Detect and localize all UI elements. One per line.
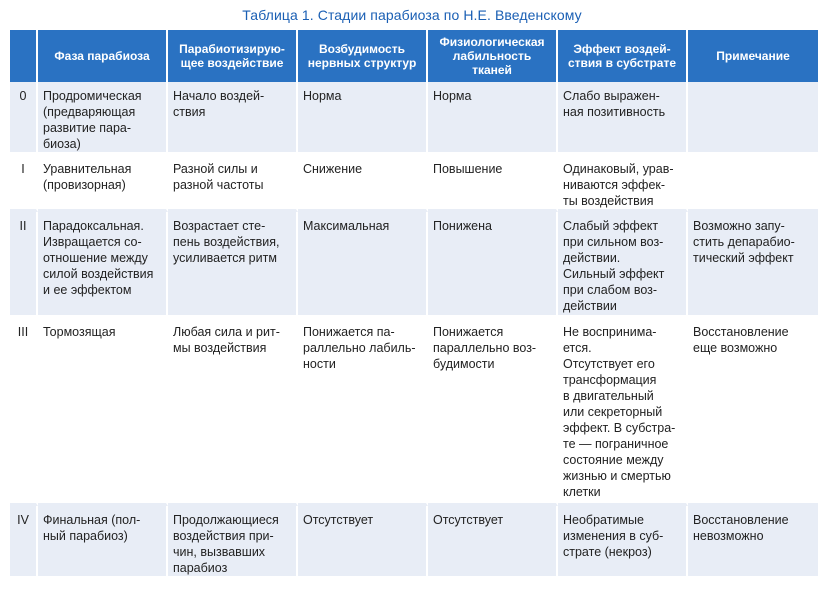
header-num xyxy=(10,30,38,82)
cell-line: Продромическая xyxy=(43,89,142,103)
cell-line: параллельно воз- xyxy=(433,341,537,355)
cell-line: Финальная (пол- xyxy=(43,513,141,527)
cell-line: разной частоты xyxy=(173,178,264,192)
header-line: нервных структур xyxy=(307,56,417,70)
cell-lability xyxy=(428,318,558,506)
cell-impact xyxy=(168,506,298,579)
table-body xyxy=(10,82,818,579)
cell-note xyxy=(688,82,818,155)
cell-line: Парадоксальная. xyxy=(43,219,144,233)
cell-line: Максимальная xyxy=(303,219,390,233)
cell-effect xyxy=(558,212,688,318)
header-impact xyxy=(168,30,298,82)
cell-line: ный парабиоз) xyxy=(43,529,128,543)
cell-effect xyxy=(558,155,688,212)
cell-line: будимости xyxy=(433,357,495,371)
header-line: Физиологическая xyxy=(439,35,545,49)
cell-line: Слабо выражен- xyxy=(563,89,660,103)
cell-line: Начало воздей- xyxy=(173,89,265,103)
cell-lability xyxy=(428,155,558,212)
cell-line: Восстановление xyxy=(693,325,789,339)
cell-line: раллельно лабиль- xyxy=(303,341,416,355)
cell-line: Понижена xyxy=(433,219,492,233)
table-row xyxy=(10,212,818,318)
cell-line: биоза) xyxy=(43,137,81,151)
cell-line: трансформация xyxy=(563,373,657,387)
header-line: щее воздействие xyxy=(180,56,284,70)
cell-line: Повышение xyxy=(433,162,503,176)
cell-line: те — пограничное xyxy=(563,437,669,451)
cell-line: при сильном воз- xyxy=(563,235,664,249)
cell-impact xyxy=(168,318,298,506)
cell-line: при слабом воз- xyxy=(563,283,658,297)
cell-line: действии. xyxy=(563,251,621,265)
cell-impact xyxy=(168,82,298,155)
stage-number: 0 xyxy=(10,82,38,155)
cell-effect xyxy=(558,506,688,579)
cell-line: усиливается ритм xyxy=(173,251,277,265)
cell-line: действии xyxy=(563,299,617,313)
cell-line: тический эффект xyxy=(693,251,794,265)
header-line: Эффект воздей- xyxy=(573,42,671,56)
cell-excitability xyxy=(298,82,428,155)
cell-line: ется. xyxy=(563,341,592,355)
cell-line: Отсутствует xyxy=(303,513,374,527)
cell-line: чин, вызвавших xyxy=(173,545,266,559)
cell-line: Понижается xyxy=(433,325,504,339)
cell-phase xyxy=(38,155,168,212)
cell-line: Извращается со- xyxy=(43,235,142,249)
stage-number: II xyxy=(10,212,38,318)
cell-excitability xyxy=(298,212,428,318)
table-row xyxy=(10,82,818,155)
cell-line: стить депарабио- xyxy=(693,235,795,249)
cell-line: в двигательный xyxy=(563,389,654,403)
cell-line: ности xyxy=(303,357,336,371)
stage-number: I xyxy=(10,155,38,212)
cell-note xyxy=(688,155,818,212)
table-row xyxy=(10,506,818,579)
header-phase xyxy=(38,30,168,82)
cell-lability xyxy=(428,212,558,318)
header-line: лабильность xyxy=(452,49,532,63)
cell-line: отношение между xyxy=(43,251,148,265)
cell-phase xyxy=(38,82,168,155)
cell-excitability xyxy=(298,318,428,506)
cell-line: Норма xyxy=(303,89,342,103)
cell-line: эффект. В субстра- xyxy=(563,421,676,435)
cell-note xyxy=(688,212,818,318)
cell-line: состояние между xyxy=(563,453,664,467)
cell-line: невозможно xyxy=(693,529,764,543)
header-effect xyxy=(558,30,688,82)
cell-line: ная позитивность xyxy=(563,105,666,119)
cell-effect xyxy=(558,82,688,155)
cell-line: Продолжающиеся xyxy=(173,513,279,527)
cell-line: (предваряющая xyxy=(43,105,136,119)
cell-line: парабиоз xyxy=(173,561,228,575)
cell-phase xyxy=(38,506,168,579)
cell-line: страте (некроз) xyxy=(563,545,652,559)
cell-excitability xyxy=(298,506,428,579)
parabiosis-stages-table xyxy=(10,30,818,579)
stage-number: III xyxy=(10,318,38,506)
cell-line: Необратимые xyxy=(563,513,644,527)
cell-line: Не воспринима- xyxy=(563,325,657,339)
cell-line: Норма xyxy=(433,89,472,103)
cell-line: (провизорная) xyxy=(43,178,126,192)
cell-line: Возрастает сте- xyxy=(173,219,266,233)
cell-line: Одинаковый, урав- xyxy=(563,162,674,176)
cell-line: клетки xyxy=(563,485,601,499)
cell-line: развитие пара- xyxy=(43,121,132,135)
cell-line: Снижение xyxy=(303,162,363,176)
cell-line: Слабый эффект xyxy=(563,219,659,233)
header-note xyxy=(688,30,818,82)
cell-note xyxy=(688,506,818,579)
cell-line: Тормозящая xyxy=(43,325,116,339)
cell-line: ствия xyxy=(173,105,206,119)
table-row xyxy=(10,155,818,212)
cell-line: Отсутствует его xyxy=(563,357,655,371)
cell-lability xyxy=(428,82,558,155)
header-lability xyxy=(428,30,558,82)
header-line: Примечание xyxy=(716,49,790,63)
header-excitability xyxy=(298,30,428,82)
cell-line: воздействия при- xyxy=(173,529,274,543)
header-line: ствия в субстрате xyxy=(567,56,677,70)
cell-line: жизнью и смертью xyxy=(563,469,671,483)
cell-lability xyxy=(428,506,558,579)
cell-line: Разной силы и xyxy=(173,162,258,176)
cell-impact xyxy=(168,212,298,318)
cell-line: еще возможно xyxy=(693,341,778,355)
cell-line: Любая сила и рит- xyxy=(173,325,280,339)
cell-line: ниваются эффек- xyxy=(563,178,666,192)
cell-line: или секреторный xyxy=(563,405,663,419)
cell-note xyxy=(688,318,818,506)
cell-line: мы воздействия xyxy=(173,341,267,355)
cell-line: изменения в суб- xyxy=(563,529,664,543)
cell-impact xyxy=(168,155,298,212)
cell-line: Понижается па- xyxy=(303,325,395,339)
cell-line: Отсутствует xyxy=(433,513,504,527)
header-line: тканей xyxy=(472,63,512,77)
stage-number: IV xyxy=(10,506,38,579)
cell-line: силой воздействия xyxy=(43,267,154,281)
cell-line: ты воздействия xyxy=(563,194,654,208)
table-caption: Таблица 1. Стадии парабиоза по Н.Е. Введенскому xyxy=(242,7,582,23)
header-line: Фаза парабиоза xyxy=(54,49,150,63)
cell-line: и ее эффектом xyxy=(43,283,132,297)
cell-excitability xyxy=(298,155,428,212)
cell-line: Возможно запу- xyxy=(693,219,785,233)
cell-line: Восстановление xyxy=(693,513,789,527)
cell-line: Сильный эффект xyxy=(563,267,665,281)
cell-line: Уравнительная xyxy=(43,162,132,176)
cell-phase xyxy=(38,318,168,506)
cell-line: пень воздействия, xyxy=(173,235,280,249)
cell-phase xyxy=(38,212,168,318)
header-line: Возбудимость xyxy=(319,42,405,56)
table-row xyxy=(10,318,818,506)
cell-effect xyxy=(558,318,688,506)
header-line: Парабиотизирую- xyxy=(179,42,285,56)
table-header-row xyxy=(10,30,818,82)
